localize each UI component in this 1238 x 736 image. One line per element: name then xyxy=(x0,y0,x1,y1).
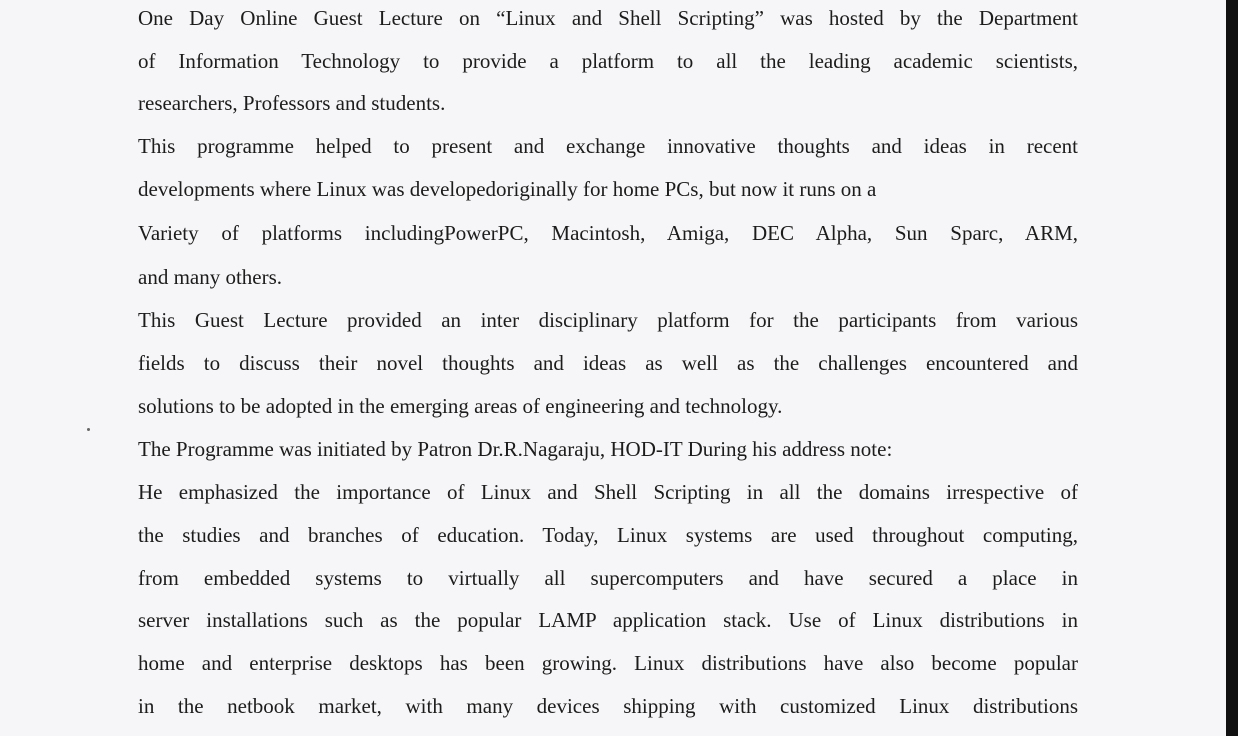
text-line-11: The Programme was initiated by Patron Dr.R.Nagaraju, HOD-IT During his address note: xyxy=(138,437,893,461)
text-line-4: This programme helped to present and exchange innovative thoughts and ideas in recent xyxy=(138,134,1078,158)
text-line-6: Variety of platforms includingPowerPC, Macintosh, Amiga, DEC Alpha, Sun Sparc, ARM, xyxy=(138,221,1078,245)
text-line-17: in the netbook market, with many devices shipping with customized Linux distributions xyxy=(138,694,1078,718)
text-line-5: developments where Linux was developedoriginally for home PCs, but now it runs on a xyxy=(138,177,877,201)
text-line-2: of Information Technology to provide a platform to all the leading academic scientists, xyxy=(138,49,1078,73)
text-line-8: This Guest Lecture provided an inter disciplinary platform for the participants from various xyxy=(138,308,1078,332)
text-line-13: the studies and branches of education. Today, Linux systems are used throughout computing, xyxy=(138,523,1078,547)
text-line-9: fields to discuss their novel thoughts and ideas as well as the challenges encountered and xyxy=(138,351,1078,375)
text-line-10: solutions to be adopted in the emerging areas of engineering and technology. xyxy=(138,394,783,418)
scan-speck xyxy=(87,428,90,431)
text-line-16: home and enterprise desktops has been growing. Linux distributions have also become popular xyxy=(138,651,1078,675)
text-line-7: and many others. xyxy=(138,265,283,289)
text-line-15: server installations such as the popular LAMP application stack. Use of Linux distributions in xyxy=(138,608,1078,632)
scan-border-edge xyxy=(1226,0,1238,736)
text-line-14: from embedded systems to virtually all supercomputers and have secured a place in xyxy=(138,566,1078,590)
text-line-12: He emphasized the importance of Linux and Shell Scripting in all the domains irrespective of xyxy=(138,480,1078,504)
text-line-3: researchers, Professors and students. xyxy=(138,91,446,115)
text-line-1: One Day Online Guest Lecture on “Linux and Shell Scripting” was hosted by the Department xyxy=(138,6,1078,30)
